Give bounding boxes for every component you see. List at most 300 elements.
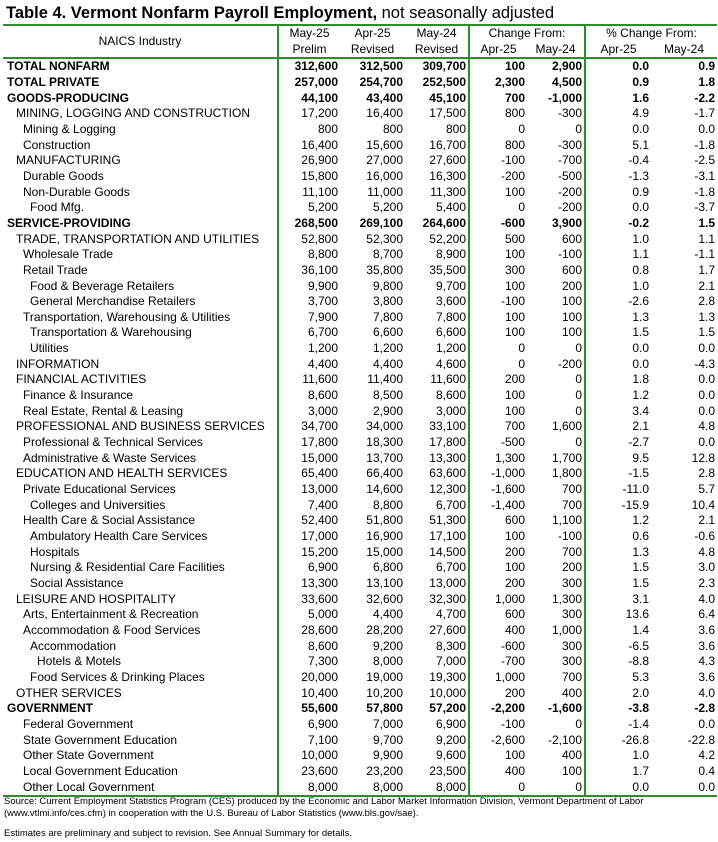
row-label: TOTAL PRIVATE <box>7 74 100 89</box>
cell-apr25-revised: 3,800 <box>372 294 403 309</box>
cell-pct-may24: 1.5 <box>698 325 716 340</box>
cell-change-may24: 0 <box>527 780 585 797</box>
cell-may24-revised: 45,100 <box>429 90 466 105</box>
cell-pct-may24: -1.8 <box>694 184 716 199</box>
cell-may25-prelim: 15,800 <box>278 169 340 185</box>
cell-pct-may24: 2.8 <box>698 294 716 309</box>
table-row <box>3 106 717 122</box>
cell-may25-prelim: 26,900 <box>278 153 340 169</box>
cell-may24-revised: 23,500 <box>429 763 466 778</box>
cell-may24-revised: 27,600 <box>429 153 466 168</box>
row-label: Local Government Education <box>23 763 178 778</box>
cell-change-may24: 700 <box>561 544 583 559</box>
cell-apr25-revised: 11,400 <box>367 372 403 387</box>
row-label: Food & Beverage Retailers <box>30 278 175 293</box>
cell-pct-may24: 0.0 <box>698 716 716 731</box>
source-note-line1: Source: Current Employment Statistics Program (CES) produced by the Economic and Labor Market Information Division, Vermont Department of Labor <box>4 796 644 807</box>
cell-apr25-revised: 27,000 <box>366 153 403 168</box>
cell-change-apr25: -2,600 <box>469 733 527 749</box>
cell-change-may24: 0 <box>575 388 583 403</box>
table-row <box>3 341 717 357</box>
cell-change-apr25: -500 <box>469 435 527 451</box>
cell-pct-apr25: 4.9 <box>585 106 651 122</box>
cell-apr25-revised: 28,200 <box>366 622 403 637</box>
cell-change-apr25: 100 <box>469 58 527 75</box>
cell-pct-may24: 2.1 <box>698 278 716 293</box>
cell-change-may24: -200 <box>557 356 583 371</box>
cell-may24-revised: 12,300 <box>429 482 466 497</box>
cell-pct-may24: 3.0 <box>698 560 716 575</box>
cell-pct-apr25: 1.2 <box>585 513 651 529</box>
cell-change-apr25: 1,300 <box>469 451 527 467</box>
table-row <box>3 498 717 514</box>
cell-change-may24: 200 <box>561 278 583 293</box>
cell-may25-prelim: 7,400 <box>278 498 340 514</box>
cell-may25-prelim: 8,800 <box>278 247 340 263</box>
cell-change-apr25: 200 <box>469 686 527 702</box>
cell-change-may24: -200 <box>557 200 583 215</box>
cell-may25-prelim: 65,400 <box>278 466 340 482</box>
table-row <box>3 122 717 138</box>
cell-may25-prelim: 17,800 <box>278 435 340 451</box>
cell-may24-revised: 17,100 <box>429 529 466 543</box>
cell-change-apr25: 500 <box>469 232 527 248</box>
cell-may25-prelim: 10,400 <box>278 686 340 702</box>
table-row <box>3 435 717 451</box>
cell-pct-may24: -4.3 <box>694 356 716 371</box>
table-row <box>3 482 717 498</box>
cell-may25-prelim: 257,000 <box>278 75 340 91</box>
cell-pct-may24: 2.1 <box>698 513 716 528</box>
cell-change-may24: -1,600 <box>547 701 583 716</box>
cell-pct-apr25: 0.0 <box>585 357 651 373</box>
cell-may24-revised: 6,700 <box>435 560 466 575</box>
cell-change-apr25: 100 <box>469 185 527 201</box>
table-row <box>3 780 717 797</box>
cell-apr25-revised: 13,700 <box>366 450 403 465</box>
header-pct-group: % Change From: <box>585 25 717 42</box>
cell-apr25-revised: 1,200 <box>372 341 403 356</box>
row-label: Non-Durable Goods <box>23 184 130 199</box>
cell-pct-may24: 0.9 <box>698 59 716 74</box>
cell-change-may24: 300 <box>561 607 583 622</box>
cell-apr25-revised: 4,400 <box>372 356 403 371</box>
cell-pct-may24: 0.0 <box>698 372 716 387</box>
header-col2-bottom: Revised <box>340 42 405 59</box>
cell-change-apr25: 0 <box>469 122 527 138</box>
cell-change-apr25: 600 <box>469 513 527 529</box>
cell-may24-revised: 3,600 <box>435 294 466 309</box>
cell-change-apr25: 200 <box>469 545 527 561</box>
cell-pct-apr25: 0.8 <box>585 263 651 279</box>
cell-change-apr25: 100 <box>469 560 527 576</box>
cell-pct-apr25: 0.0 <box>585 780 651 797</box>
row-label: LEISURE AND HOSPITALITY <box>16 591 176 606</box>
cell-may25-prelim: 34,700 <box>278 419 340 435</box>
cell-change-may24: 1,300 <box>551 591 583 606</box>
cell-pct-apr25: -2.6 <box>585 294 651 310</box>
cell-pct-may24: 4.8 <box>698 544 716 559</box>
cell-apr25-revised: 9,700 <box>372 732 403 747</box>
cell-pct-apr25: 1.6 <box>585 91 651 107</box>
cell-change-apr25: 100 <box>469 404 527 420</box>
cell-apr25-revised: 800 <box>382 121 403 136</box>
cell-apr25-revised: 8,500 <box>372 388 403 403</box>
cell-pct-apr25: 1.3 <box>585 310 651 326</box>
cell-may25-prelim: 33,600 <box>278 592 340 608</box>
header-pct-apr: Apr-25 <box>585 42 651 59</box>
cell-pct-may24: -3.1 <box>694 168 716 183</box>
cell-change-apr25: 800 <box>469 138 527 154</box>
cell-pct-may24: -1.1 <box>694 247 716 262</box>
table-row <box>3 294 717 310</box>
cell-pct-may24: 2.8 <box>698 466 716 481</box>
cell-apr25-revised: 9,800 <box>372 278 403 293</box>
header-col1-top: May-25 <box>278 25 340 42</box>
cell-apr25-revised: 23,200 <box>366 763 403 778</box>
cell-pct-apr25: 1.0 <box>585 279 651 295</box>
row-label: Transportation & Warehousing <box>30 325 192 340</box>
cell-pct-may24: -3.7 <box>694 200 716 215</box>
row-label: Arts, Entertainment & Recreation <box>23 607 199 622</box>
table-title-suffix: not seasonally adjusted <box>377 4 555 22</box>
row-label: Utilities <box>30 341 69 356</box>
cell-pct-may24: 0.4 <box>698 763 716 778</box>
cell-change-apr25: 800 <box>469 106 527 122</box>
cell-may25-prelim: 44,100 <box>278 91 340 107</box>
cell-change-may24: 700 <box>561 497 583 512</box>
table-row <box>3 560 717 576</box>
row-label: Real Estate, Rental & Leasing <box>23 403 184 418</box>
cell-change-apr25: 2,300 <box>469 75 527 91</box>
cell-apr25-revised: 16,900 <box>366 529 403 543</box>
header-col2-top: Apr-25 <box>340 25 405 42</box>
cell-may25-prelim: 17,200 <box>278 106 340 122</box>
cell-apr25-revised: 6,600 <box>372 325 403 340</box>
row-label: Accommodation <box>30 638 117 653</box>
cell-change-may24: 1,100 <box>551 513 583 528</box>
cell-may25-prelim: 3,700 <box>278 294 340 310</box>
cell-change-apr25: 100 <box>469 279 527 295</box>
cell-change-may24: -2,100 <box>547 732 583 747</box>
table-row <box>3 529 717 545</box>
cell-change-apr25: 0 <box>469 341 527 357</box>
cell-change-may24: 0 <box>575 372 583 387</box>
table-row <box>3 372 717 388</box>
cell-may25-prelim: 8,600 <box>278 639 340 655</box>
cell-pct-may24: 4.2 <box>698 748 716 763</box>
cell-may24-revised: 7,000 <box>435 654 466 669</box>
cell-pct-apr25: 1.5 <box>585 560 651 576</box>
table-row <box>3 670 717 686</box>
cell-change-may24: 400 <box>561 748 583 763</box>
header-change-may: May-24 <box>527 42 585 59</box>
cell-change-may24: 700 <box>561 669 583 684</box>
cell-change-apr25: 600 <box>469 607 527 623</box>
cell-pct-may24: 5.7 <box>698 482 716 497</box>
cell-apr25-revised: 34,000 <box>366 419 403 434</box>
row-label: Hotels & Motels <box>37 654 122 669</box>
cell-change-may24: -500 <box>557 168 583 183</box>
cell-pct-apr25: 1.0 <box>585 748 651 764</box>
cell-apr25-revised: 7,800 <box>372 309 403 324</box>
cell-may24-revised: 8,300 <box>435 638 466 653</box>
cell-may25-prelim: 800 <box>278 122 340 138</box>
cell-pct-may24: 4.8 <box>698 419 716 434</box>
cell-may25-prelim: 9,900 <box>278 279 340 295</box>
cell-apr25-revised: 11,000 <box>367 184 403 199</box>
cell-pct-may24: -2.5 <box>694 153 716 168</box>
cell-may24-revised: 35,500 <box>429 262 466 277</box>
table-row <box>3 592 717 608</box>
cell-change-may24: -200 <box>557 184 583 199</box>
cell-pct-apr25: 5.1 <box>585 138 651 154</box>
cell-change-apr25: 100 <box>469 325 527 341</box>
cell-pct-may24: 6.4 <box>698 607 716 622</box>
cell-pct-may24: -2.2 <box>694 90 716 105</box>
cell-may24-revised: 6,900 <box>435 716 466 731</box>
table-row <box>3 153 717 169</box>
cell-change-apr25: 1,000 <box>469 670 527 686</box>
cell-apr25-revised: 35,800 <box>366 262 403 277</box>
table-row <box>3 639 717 655</box>
table-row <box>3 607 717 623</box>
cell-apr25-revised: 7,000 <box>372 716 403 731</box>
cell-change-apr25: -600 <box>469 216 527 232</box>
cell-apr25-revised: 18,300 <box>366 435 403 450</box>
estimates-note: Estimates are preliminary and subject to revision. See Annual Summary for details. <box>4 828 352 839</box>
cell-may24-revised: 16,300 <box>429 168 466 183</box>
table-row <box>3 513 717 529</box>
cell-change-may24: 1,600 <box>551 419 583 434</box>
cell-may25-prelim: 52,400 <box>278 513 340 529</box>
table-row <box>3 576 717 592</box>
cell-change-apr25: 1,000 <box>469 592 527 608</box>
cell-change-apr25: -1,000 <box>469 466 527 482</box>
cell-change-may24: -100 <box>557 247 583 262</box>
row-label: Nursing & Residential Care Facilities <box>30 560 225 575</box>
header-col3-bottom: Revised <box>405 42 469 59</box>
cell-pct-apr25: -1.5 <box>585 466 651 482</box>
cell-pct-apr25: 2.0 <box>585 686 651 702</box>
cell-change-may24: 100 <box>561 325 583 340</box>
header-pct-may: May-24 <box>651 42 717 59</box>
table-row <box>3 216 717 232</box>
cell-apr25-revised: 16,000 <box>366 168 403 183</box>
cell-change-apr25: -100 <box>469 294 527 310</box>
cell-apr25-revised: 43,400 <box>366 90 403 105</box>
cell-apr25-revised: 13,100 <box>366 575 403 590</box>
row-label: Other State Government <box>23 748 154 763</box>
cell-change-may24: 600 <box>561 231 583 246</box>
cell-pct-may24: 2.3 <box>698 575 716 590</box>
cell-apr25-revised: 10,200 <box>366 685 403 700</box>
cell-may25-prelim: 7,300 <box>278 654 340 670</box>
cell-change-apr25: -200 <box>469 169 527 185</box>
table-row <box>3 325 717 341</box>
cell-may25-prelim: 36,100 <box>278 263 340 279</box>
table-row <box>3 419 717 435</box>
table-row <box>3 279 717 295</box>
table-row <box>3 404 717 420</box>
cell-change-apr25: 100 <box>469 247 527 263</box>
cell-change-may24: 400 <box>561 685 583 700</box>
table-row <box>3 545 717 561</box>
row-label: GOVERNMENT <box>7 701 94 716</box>
cell-may24-revised: 8,900 <box>435 247 466 262</box>
cell-change-may24: 600 <box>561 262 583 277</box>
cell-change-may24: 200 <box>561 560 583 575</box>
cell-apr25-revised: 14,600 <box>366 482 403 497</box>
cell-pct-apr25: 0.0 <box>585 122 651 138</box>
cell-pct-apr25: 1.1 <box>585 247 651 263</box>
table-row <box>3 58 717 75</box>
cell-may24-revised: 4,600 <box>435 356 466 371</box>
header-col1-bottom: Prelim <box>278 42 340 59</box>
row-label: Mining & Logging <box>23 121 116 136</box>
cell-change-may24: 300 <box>561 575 583 590</box>
table-row <box>3 91 717 107</box>
cell-pct-apr25: 1.5 <box>585 576 651 592</box>
cell-pct-may24: -22.8 <box>687 732 716 747</box>
cell-pct-apr25: 0.0 <box>585 200 651 216</box>
cell-may24-revised: 7,800 <box>435 309 466 324</box>
table-row <box>3 623 717 639</box>
cell-may25-prelim: 312,600 <box>278 58 340 75</box>
cell-change-may24: -1,000 <box>547 90 583 105</box>
cell-may24-revised: 9,600 <box>435 748 466 763</box>
cell-change-may24: 0 <box>575 435 583 450</box>
cell-pct-may24: 12.8 <box>691 450 716 465</box>
cell-pct-may24: 3.6 <box>698 669 716 684</box>
header-change-group: Change From: <box>469 25 585 42</box>
row-label: Food Mfg. <box>30 200 85 215</box>
cell-apr25-revised: 2,900 <box>372 403 403 418</box>
cell-pct-apr25: 0.9 <box>585 185 651 201</box>
cell-apr25-revised: 8,000 <box>340 780 405 797</box>
cell-change-apr25: 100 <box>469 529 527 545</box>
cell-may25-prelim: 1,200 <box>278 341 340 357</box>
cell-may25-prelim: 268,500 <box>278 216 340 232</box>
row-label: Professional & Technical Services <box>23 435 203 450</box>
cell-pct-may24: 3.6 <box>698 638 716 653</box>
cell-change-may24: 100 <box>561 294 583 309</box>
cell-pct-may24: -2.8 <box>694 701 716 716</box>
cell-may24-revised: 13,000 <box>429 575 466 590</box>
header-col3-top: May-24 <box>405 25 469 42</box>
cell-apr25-revised: 15,000 <box>366 544 403 559</box>
cell-may25-prelim: 17,000 <box>278 529 340 545</box>
cell-may25-prelim: 8,600 <box>278 388 340 404</box>
cell-pct-may24: -1.8 <box>694 137 716 152</box>
row-label: Accommodation & Food Services <box>23 622 201 637</box>
row-label: State Government Education <box>23 732 178 747</box>
cell-pct-apr25: 9.5 <box>585 451 651 467</box>
cell-change-may24: 100 <box>561 763 583 778</box>
table-row <box>3 748 717 764</box>
cell-change-apr25: 100 <box>469 388 527 404</box>
cell-may25-prelim: 6,900 <box>278 717 340 733</box>
cell-pct-apr25: -0.2 <box>585 216 651 232</box>
table-row <box>3 247 717 263</box>
cell-change-may24: -300 <box>557 106 583 121</box>
cell-pct-apr25: -1.3 <box>585 169 651 185</box>
cell-pct-apr25: 1.8 <box>585 372 651 388</box>
cell-pct-apr25: 0.0 <box>585 341 651 357</box>
cell-may25-prelim: 4,400 <box>278 357 340 373</box>
cell-change-may24: 1,000 <box>551 622 583 637</box>
table-row <box>3 169 717 185</box>
cell-pct-apr25: 1.5 <box>585 325 651 341</box>
row-label: MINING, LOGGING AND CONSTRUCTION <box>16 106 251 121</box>
cell-may25-prelim: 10,000 <box>278 748 340 764</box>
row-label: OTHER SERVICES <box>16 685 122 700</box>
cell-apr25-revised: 8,000 <box>372 654 403 669</box>
cell-change-apr25: -100 <box>469 717 527 733</box>
cell-apr25-revised: 19,000 <box>366 669 403 684</box>
cell-pct-may24: 4.3 <box>698 654 716 669</box>
table-row <box>3 357 717 373</box>
cell-change-apr25: -700 <box>469 654 527 670</box>
cell-change-apr25: 100 <box>469 310 527 326</box>
cell-change-may24: 1,800 <box>551 466 583 481</box>
cell-may25-prelim: 6,900 <box>278 560 340 576</box>
cell-pct-apr25: 0.0 <box>585 58 651 75</box>
cell-pct-apr25: -15.9 <box>585 498 651 514</box>
cell-pct-apr25: 0.9 <box>585 75 651 91</box>
cell-pct-may24: 0.0 <box>651 780 717 797</box>
row-label: TRADE, TRANSPORTATION AND UTILITIES <box>16 231 260 246</box>
cell-pct-apr25: -3.8 <box>585 701 651 717</box>
cell-apr25-revised: 66,400 <box>366 466 403 481</box>
table-row <box>3 717 717 733</box>
cell-may25-prelim: 6,700 <box>278 325 340 341</box>
header-naics-industry: NAICS Industry <box>3 25 278 58</box>
cell-change-apr25: -1,400 <box>469 498 527 514</box>
row-label: General Merchandise Retailers <box>30 294 196 309</box>
cell-may25-prelim: 11,600 <box>278 372 340 388</box>
cell-may24-revised: 16,700 <box>429 137 466 152</box>
cell-pct-apr25: 13.6 <box>585 607 651 623</box>
cell-may24-revised: 19,300 <box>429 669 466 684</box>
cell-may25-prelim: 11,100 <box>278 185 340 201</box>
cell-change-may24: 0 <box>575 716 583 731</box>
cell-may24-revised: 52,200 <box>429 231 466 246</box>
cell-pct-may24: 1.3 <box>698 309 716 324</box>
cell-pct-apr25: -2.7 <box>585 435 651 451</box>
cell-change-may24: 300 <box>561 638 583 653</box>
cell-may24-revised: 57,200 <box>429 701 466 716</box>
cell-may24-revised: 17,800 <box>429 435 466 450</box>
cell-may25-prelim: 3,000 <box>278 404 340 420</box>
table-row <box>3 466 717 482</box>
cell-change-apr25: 700 <box>469 419 527 435</box>
cell-change-may24: 0 <box>575 121 583 136</box>
cell-pct-may24: 1.7 <box>698 262 716 277</box>
cell-pct-apr25: 1.7 <box>585 764 651 780</box>
cell-may25-prelim: 7,900 <box>278 310 340 326</box>
cell-may25-prelim: 15,000 <box>278 451 340 467</box>
cell-pct-may24: 0.0 <box>698 121 716 136</box>
cell-change-may24: 700 <box>561 482 583 497</box>
cell-apr25-revised: 16,400 <box>366 106 403 121</box>
table-row <box>3 232 717 248</box>
row-label: Federal Government <box>23 716 134 731</box>
cell-may24-revised: 17,500 <box>429 106 466 121</box>
cell-change-may24: 3,900 <box>551 215 583 230</box>
cell-may25-prelim: 5,000 <box>278 607 340 623</box>
cell-apr25-revised: 5,200 <box>372 200 403 215</box>
